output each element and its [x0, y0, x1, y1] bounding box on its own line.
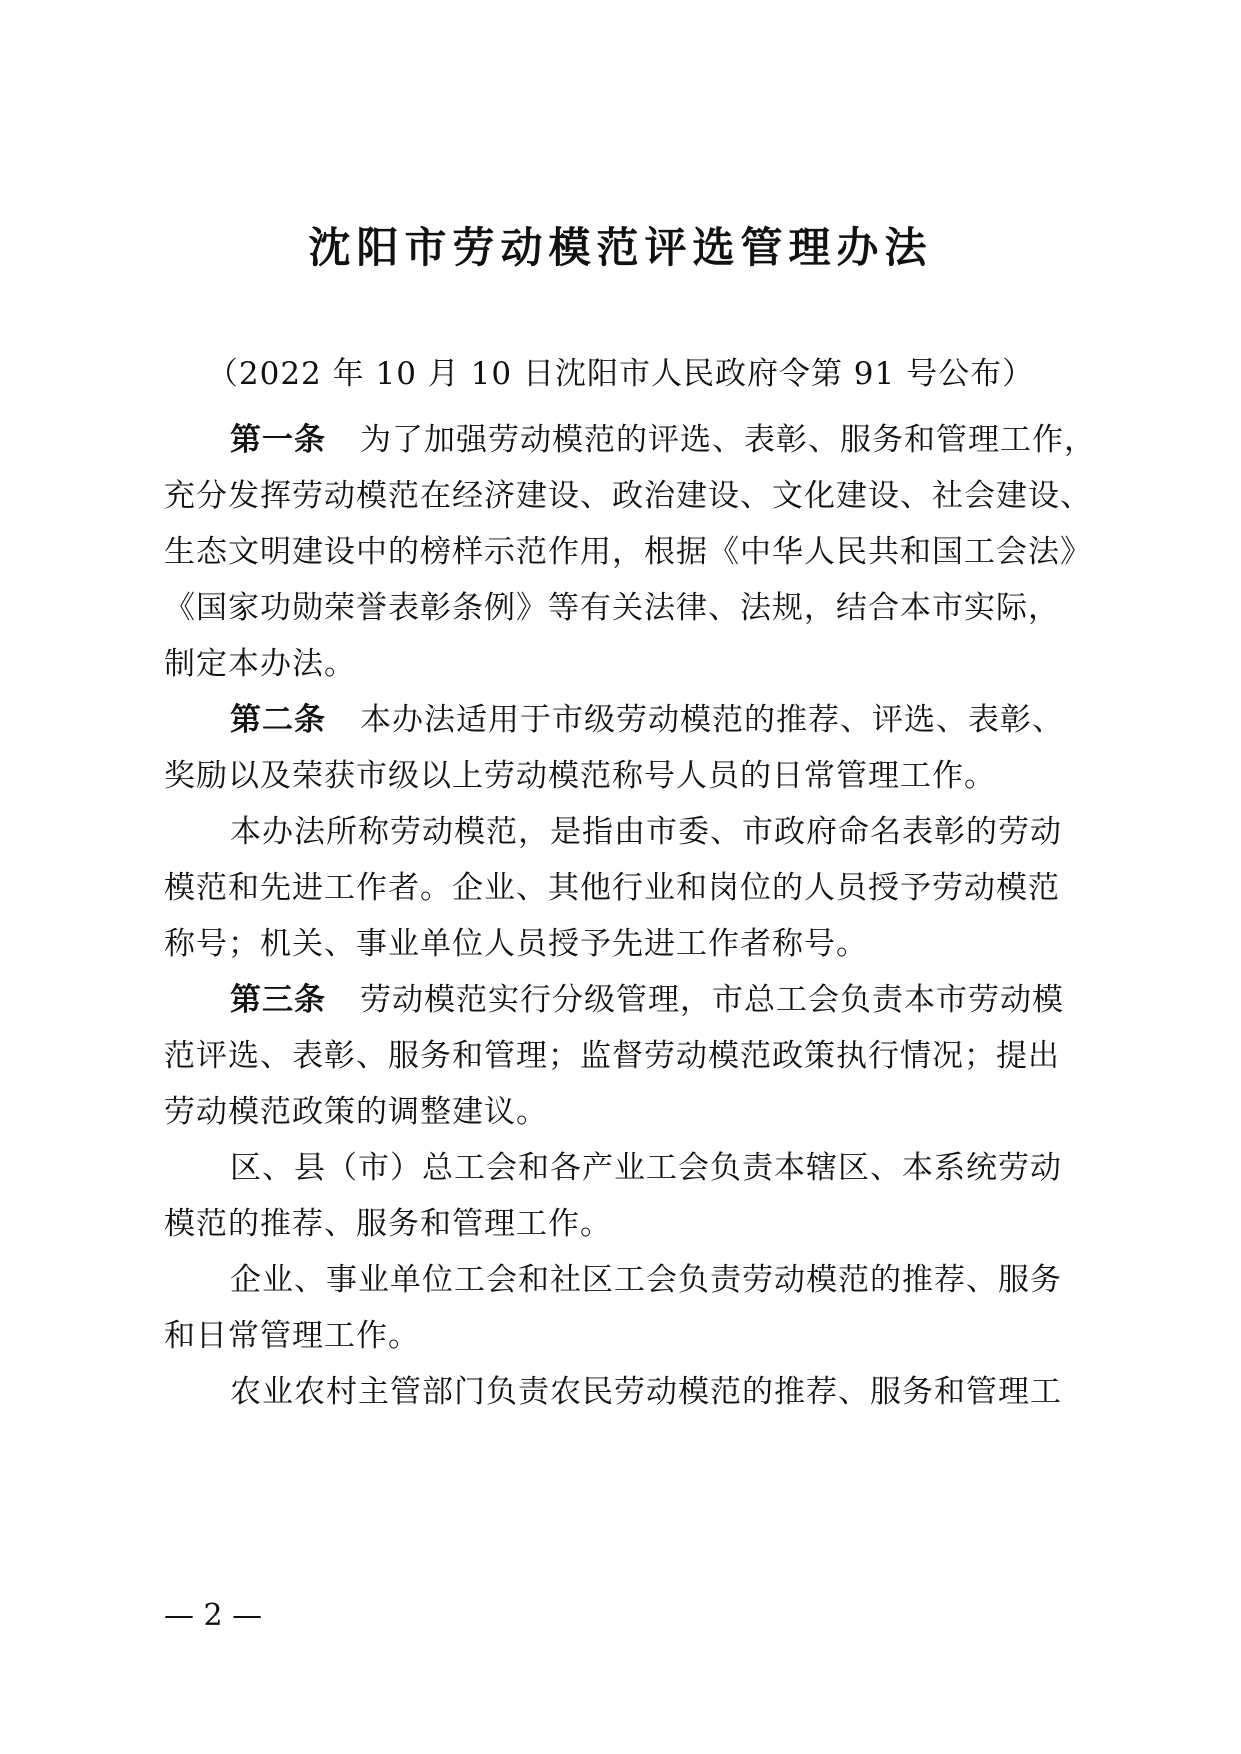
article3-line: 范评选、表彰、服务和管理；监督劳动模范政策执行情况；提出 — [164, 1038, 1060, 1074]
paragraph-line: 模范的推荐、服务和管理工作。 — [164, 1206, 612, 1242]
paragraph-line: 模范和先进工作者。企业、其他行业和岗位的人员授予劳动模范 — [164, 870, 1060, 906]
article1-line — [230, 418, 1096, 462]
paragraph-line: 称号；机关、事业单位人员授予先进工作者称号。 — [164, 926, 868, 962]
article2-text: 本办法适用于市级劳动模范的推荐、评选、表彰、 — [360, 702, 1064, 738]
article1-line: 《国家功勋荣誉表彰条例》等有关法律、法规，结合本市实际， — [164, 590, 1060, 626]
document-title: 沈阳市劳动模范评选管理办法 — [308, 223, 933, 272]
article1-text: 为了加强劳动模范的评选、表彰、服务和管理工作， — [360, 422, 1096, 458]
article1-line: 充分发挥劳动模范在经济建设、政治建设、文化建设、社会建设、 — [164, 478, 1092, 514]
paragraph-line: 和日常管理工作。 — [164, 1318, 420, 1354]
paragraph-line: 农业农村主管部门负责农民劳动模范的推荐、服务和管理工 — [230, 1374, 1062, 1410]
article1-line: 生态文明建设中的榜样示范作用，根据《中华人民共和国工会法》 — [164, 534, 1092, 570]
paragraph-line: 本办法所称劳动模范，是指由市委、市政府命名表彰的劳动 — [230, 814, 1062, 850]
article1-label: 第一条 — [230, 422, 326, 458]
article2-label: 第二条 — [230, 702, 326, 738]
article2-line: 奖励以及荣获市级以上劳动模范称号人员的日常管理工作。 — [164, 758, 996, 794]
article1-line: 制定本办法。 — [164, 646, 356, 682]
article3-line — [230, 978, 1064, 1022]
article2-line — [230, 698, 1064, 742]
document-subtitle: （2022 年 10 月 10 日沈阳市人民政府令第 91 号公布） — [206, 356, 1035, 392]
article3-label: 第三条 — [230, 982, 326, 1018]
article3-text: 劳动模范实行分级管理，市总工会负责本市劳动模 — [360, 982, 1064, 1018]
paragraph-line: 企业、事业单位工会和社区工会负责劳动模范的推荐、服务 — [230, 1262, 1062, 1298]
page-number: — 2 — — [164, 1598, 263, 1633]
article3-line: 劳动模范政策的调整建议。 — [164, 1094, 548, 1130]
paragraph-line: 区、县（市）总工会和各产业工会负责本辖区、本系统劳动 — [230, 1150, 1062, 1186]
